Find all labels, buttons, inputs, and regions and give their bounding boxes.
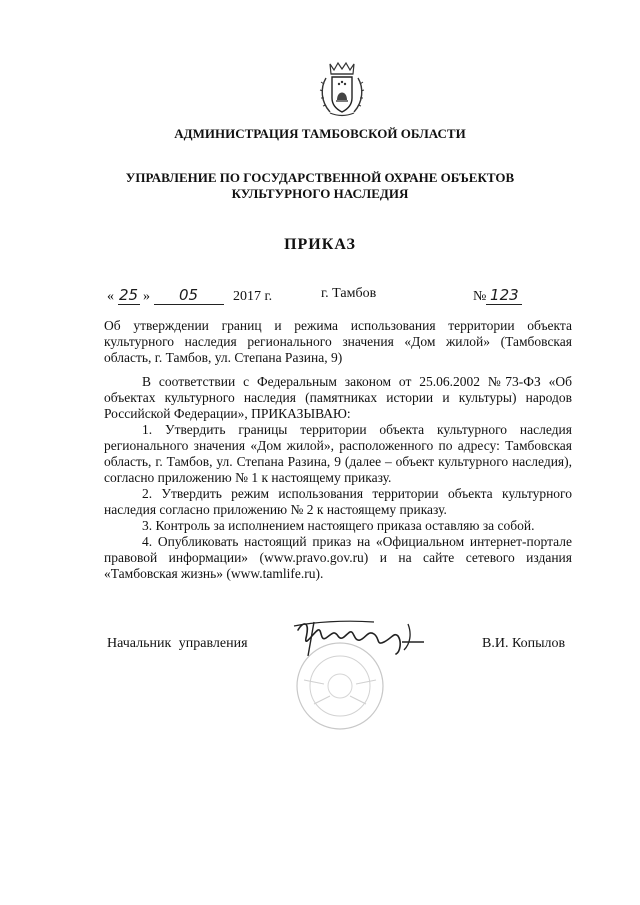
city: г. Тамбов [321,286,377,301]
administration-title: АДМИНИСТРАЦИЯ ТАМБОВСКОЙ ОБЛАСТИ [174,126,466,141]
department-title-line2: КУЛЬТУРНОГО НАСЛЕДИЯ [231,186,409,201]
coat-of-arms-emblem [318,60,366,118]
order-number [473,286,522,305]
date-month: 05 [154,286,224,305]
document-type-title: ПРИКАЗ [284,236,356,253]
official-stamp [294,640,386,732]
signatory-position: Начальник управления [107,636,248,651]
department-title-line1: УПРАВЛЕНИЕ ПО ГОСУДАРСТВЕННОЙ ОХРАНЕ ОБЪЕКТОВ [125,170,515,185]
order-number-value: 123 [486,286,522,305]
order-subject: Об утверждении границ и режима использования территории объекта культурного наследия регионального значения «Дом жилой» (Тамбовская область, г. Тамбов, ул. Степана Разина, 9) [104,318,572,365]
item-2: 2. Утвердить режим использования территории объекта культурного наследия согласно приложению № 2 к настоящему приказу. [104,486,572,517]
date-day: 25 [118,286,139,304]
number-sign: № [473,289,487,304]
signatory-name: В.И. Копылов [482,636,566,651]
date-line [107,286,577,306]
preamble-paragraph: В соответствии с Федеральным законом от 25.06.2002 №73-ФЗ «Об объектах культурного наследия (памятниках истории и культуры) народов Российской Федерации», ПРИКАЗЫВАЮ: [104,374,572,421]
date-year: 2017 г. [233,289,273,304]
open-quote: « [107,289,114,304]
item-4: 4. Опубликовать настоящий приказ на «Официальном интернет-портале правовой информации» (www.pravo.gov.ru) и на сайте сетевого издания «Тамбовская жизнь» (www.tamlife.ru). [104,534,572,581]
order-body [104,374,572,582]
close-quote: » [143,289,150,304]
item-1: 1. Утвердить границы территории объекта культурного наследия регионального значения «Дом жилой», расположенного по адресу: Тамбовская область, г. Тамбов, ул. Степана Разина, 9 (далее – объект культурного наследия), согласно приложению № 1 к настоящему приказу. [104,422,572,485]
item-3: 3. Контроль за исполнением настоящего приказа оставляю за собой. [142,518,535,533]
